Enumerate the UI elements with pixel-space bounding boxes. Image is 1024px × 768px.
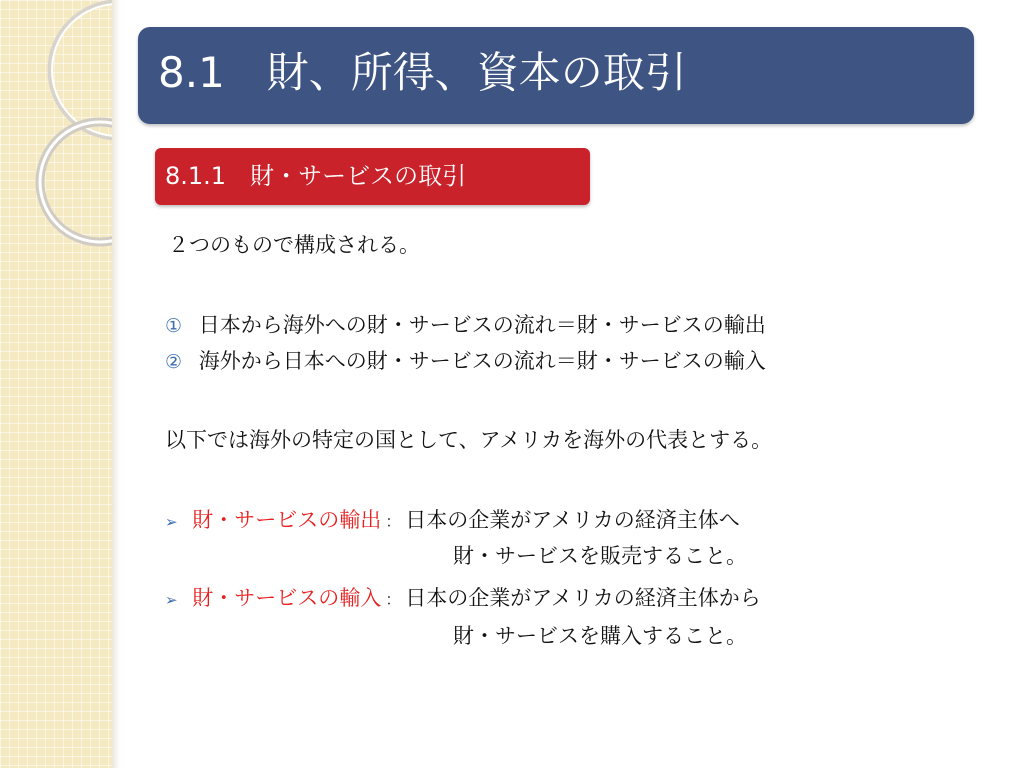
note-text: 以下では海外の特定の国として、アメリカを海外の代表とする。 <box>165 428 773 452</box>
side-panel-edge <box>112 0 120 768</box>
side-decoration-panel <box>0 0 112 768</box>
definition-text: 日本の企業がアメリカの経済主体へ <box>405 508 740 532</box>
arrow-bullet-icon: ➢ <box>165 513 178 531</box>
arrow-bullet-icon: ➢ <box>165 591 178 609</box>
item-marker: ① <box>165 315 183 337</box>
definition-item <box>165 583 761 615</box>
definition-separator: ： <box>385 512 402 531</box>
intro-text: ２つのもので構成される。 <box>168 233 420 257</box>
definition-continuation: 財・サービスを購入すること。 <box>453 624 747 648</box>
definition-continuation: 財・サービスを販売すること。 <box>453 544 747 568</box>
list-item <box>165 346 766 377</box>
definition-term: 財・サービスの輸入 <box>192 586 382 610</box>
slide-title: 8.1 財、所得、資本の取引 <box>158 48 687 97</box>
definition-text: 日本の企業がアメリカの経済主体から <box>405 586 761 610</box>
decorative-rings <box>0 0 112 260</box>
title-bar <box>138 27 974 124</box>
definition-term: 財・サービスの輸出 <box>192 508 382 532</box>
definition-separator: ： <box>385 590 402 609</box>
slide-subtitle: 8.1.1 財・サービスの取引 <box>165 162 467 190</box>
item-text: 日本から海外への財・サービスの流れ＝財・サービスの輸出 <box>198 313 766 337</box>
item-text: 海外から日本への財・サービスの流れ＝財・サービスの輸入 <box>198 349 766 373</box>
item-marker: ② <box>165 351 183 373</box>
list-item <box>165 310 766 341</box>
subtitle-box <box>155 148 590 205</box>
definition-item <box>165 505 740 537</box>
